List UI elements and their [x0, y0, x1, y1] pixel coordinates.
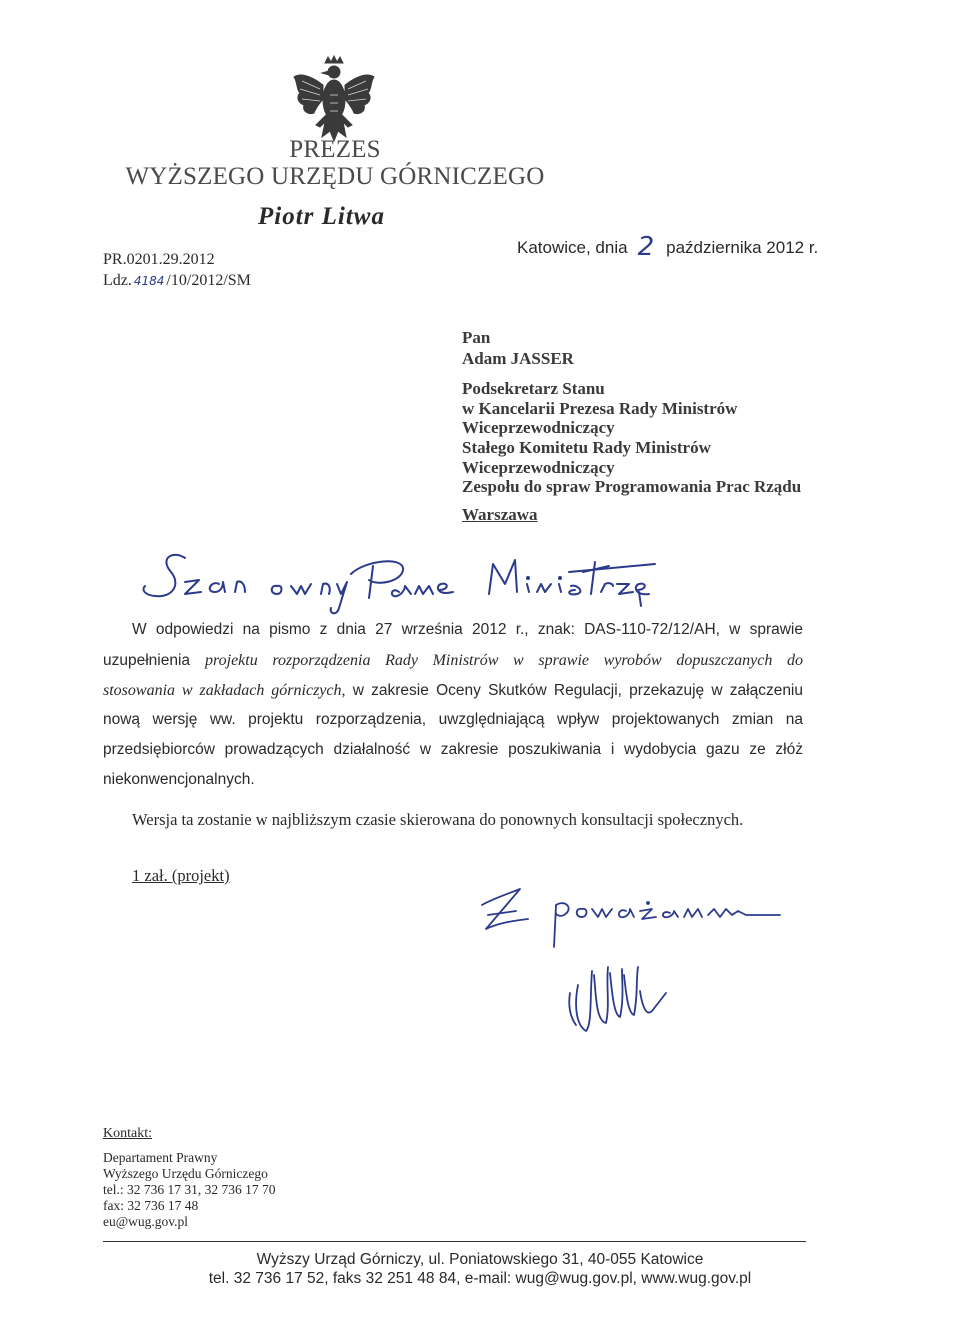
header-name: Piotr Litwa	[258, 203, 385, 230]
attachment-note: 1 zał. (projekt)	[132, 866, 230, 885]
handwritten-salutation	[115, 550, 735, 630]
handwritten-signature	[470, 875, 800, 1045]
body-line: W odpowiedzi na pismo z dnia 27 września 2012 r., znak: DAS-110-72/12/AH, w sprawie	[132, 621, 803, 638]
contact-label: Kontakt:	[103, 1126, 152, 1141]
contact-line: Wyższego Urzędu Górniczego	[103, 1166, 268, 1181]
body-line	[103, 682, 803, 700]
ldz-handwritten-number: 4184	[133, 274, 165, 288]
addressee-line: Wiceprzewodniczący	[462, 418, 615, 437]
footer-divider	[103, 1241, 806, 1242]
body-line: nową wersję ww. projektu rozporządzenia, uwzględniającą wpływ projektowanych zmian na	[103, 711, 803, 728]
body-line	[103, 652, 803, 670]
contact-email: eu@wug.gov.pl	[103, 1214, 189, 1229]
contact-line: tel.: 32 736 17 31, 32 736 17 70	[103, 1182, 276, 1197]
body-text: uzupełnienia	[103, 652, 191, 669]
body-line: niekonwencjonalnych.	[103, 771, 255, 788]
date-month-year: października 2012 r.	[666, 238, 819, 257]
addressee-salutation: Pan	[462, 328, 491, 347]
addressee-line: w Kancelarii Prezesa Rady Ministrów	[462, 399, 738, 418]
date-city-prefix: Katowice, dnia	[517, 238, 628, 257]
reference-pr-number: PR.0201.29.2012	[103, 251, 215, 268]
addressee-line: Zespołu do spraw Programowania Prac Rządu	[462, 477, 802, 496]
date-day-handwritten: 2	[637, 232, 655, 262]
ldz-prefix: Ldz.	[103, 272, 132, 289]
header-title: PREZES	[289, 136, 381, 163]
body-text: w zakresie Oceny Skutków Regulacji, przekazuję w załączeniu	[352, 682, 804, 699]
addressee-city: Warszawa	[462, 505, 538, 524]
body-italic-text: projektu rozporządzenia Rady Ministrów w sprawie wyrobów dopuszczanych do	[205, 652, 803, 669]
date-line	[517, 230, 818, 260]
addressee-line: Podsekretarz Stanu	[462, 379, 605, 398]
addressee-name: Adam JASSER	[462, 349, 574, 368]
reference-ldz	[103, 272, 251, 290]
contact-line: fax: 32 736 17 48	[103, 1198, 199, 1213]
ldz-suffix: /10/2012/SM	[166, 272, 251, 289]
footer-contact: tel. 32 736 17 52, faks 32 251 48 84, e-mail: wug@wug.gov.pl, www.wug.gov.pl	[208, 1270, 752, 1287]
body-italic-text: stosowania w zakładach górniczych,	[103, 682, 346, 699]
body-paragraph-2: Wersja ta zostanie w najbliższym czasie skierowana do ponownych konsultacji społecznych.	[132, 810, 744, 829]
addressee-line: Wiceprzewodniczący	[462, 458, 615, 477]
header-office: WYŻSZEGO URZĘDU GÓRNICZEGO	[125, 163, 545, 190]
body-line: przedsiębiorców prowadzących działalność w zakresie poszukiwania i wydobycia gazu ze złóż	[103, 741, 803, 758]
addressee-line: Stałego Komitetu Rady Ministrów	[462, 438, 711, 457]
footer-address: Wyższy Urząd Górniczy, ul. Poniatowskiego 31, 40-055 Katowice	[256, 1251, 704, 1268]
contact-line: Departament Prawny	[103, 1150, 218, 1165]
